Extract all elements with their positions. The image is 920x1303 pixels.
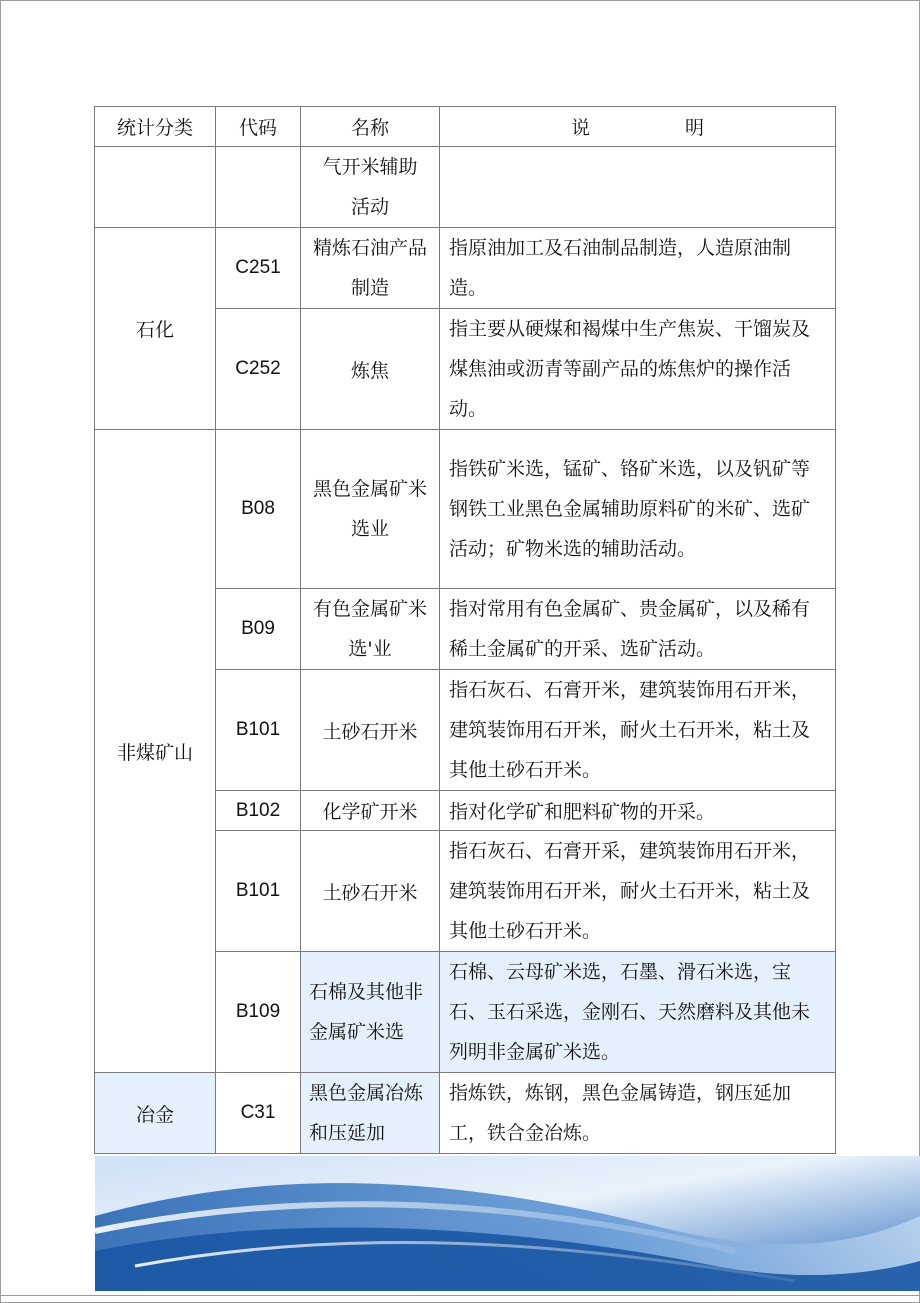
name-text: 黑色金属冶炼和压延加 bbox=[309, 1082, 424, 1144]
description-text: 指石灰石、石膏开采，建筑装饰用石开米，建筑装饰用石开米，耐火土石开米，粘土及其他土砂石开米。 bbox=[449, 840, 811, 942]
header-category: 统计分类 bbox=[95, 107, 216, 147]
header-name: 名称 bbox=[301, 107, 440, 147]
name-cell bbox=[301, 589, 440, 670]
name-text: 石棉及其他非金属矿米选 bbox=[309, 981, 424, 1043]
category-cell: 非煤矿山 bbox=[95, 430, 216, 1073]
name-cell: 炼焦 bbox=[301, 309, 440, 430]
code-cell: B08 bbox=[216, 430, 301, 589]
code-cell-empty bbox=[216, 147, 301, 228]
description-cell bbox=[440, 670, 836, 791]
description-text: 指主要从硬煤和褐煤中生产焦炭、干馏炭及煤焦油或沥青等副产品的炼焦炉的操作活动。 bbox=[449, 318, 811, 420]
name-cell: 土砂石开米 bbox=[301, 831, 440, 952]
description-cell-empty bbox=[440, 147, 836, 228]
description-text: 指原油加工及石油制品制造，人造原油制造。 bbox=[449, 237, 792, 299]
description-cell bbox=[440, 228, 836, 309]
name-cell: 土砂石开米 bbox=[301, 670, 440, 791]
table-row bbox=[95, 430, 836, 589]
name-text: 气开米辅助活动 bbox=[322, 156, 418, 218]
name-cell: 化学矿开米 bbox=[301, 791, 440, 831]
header-code: 代码 bbox=[216, 107, 301, 147]
description-text: 石棉、云母矿米选，石墨、滑石米选，宝石、玉石采选，金刚石、天然磨料及其他未列明非金属矿米选。 bbox=[449, 961, 811, 1063]
description-text: 指对常用有色金属矿、贵金属矿，以及稀有稀土金属矿的开采、选矿活动。 bbox=[449, 598, 811, 660]
category-cell: 冶金 bbox=[95, 1073, 216, 1154]
code-cell: C252 bbox=[216, 309, 301, 430]
description-text: 指石灰石、石膏开米，建筑装饰用石开米，建筑装饰用石开米，耐火土石开米，粘土及其他土砂石开米。 bbox=[449, 679, 811, 781]
description-cell bbox=[440, 952, 836, 1073]
code-cell: B101 bbox=[216, 831, 301, 952]
description-text: 指铁矿米选，锰矿、铬矿米选，以及钒矿等钢铁工业黑色金属辅助原料矿的米矿、选矿活动；矿物米选的辅助活动。 bbox=[449, 458, 811, 560]
name-text: 黑色金属矿米选业 bbox=[312, 478, 427, 540]
description-cell bbox=[440, 589, 836, 670]
name-cell bbox=[301, 228, 440, 309]
table-header-row bbox=[95, 107, 836, 147]
code-cell: B09 bbox=[216, 589, 301, 670]
table-row bbox=[95, 147, 836, 228]
code-cell: B102 bbox=[216, 791, 301, 831]
name-cell bbox=[301, 147, 440, 228]
table-row bbox=[95, 1073, 836, 1154]
description-cell bbox=[440, 831, 836, 952]
description-text: 指炼铁，炼钢，黑色金属铸造，钢压延加工，铁合金冶炼。 bbox=[449, 1082, 792, 1144]
category-cell: 石化 bbox=[95, 228, 216, 430]
description-cell bbox=[440, 309, 836, 430]
description-cell bbox=[440, 430, 836, 589]
table-row bbox=[95, 228, 836, 309]
code-cell: C251 bbox=[216, 228, 301, 309]
industry-table bbox=[94, 106, 836, 1154]
wave-graphic bbox=[95, 1156, 920, 1291]
name-text: 精炼石油产品制造 bbox=[312, 237, 427, 299]
name-text: 有色金属矿米选'业 bbox=[312, 598, 427, 660]
bottom-rule bbox=[0, 1295, 920, 1296]
name-cell bbox=[301, 430, 440, 589]
category-cell-empty bbox=[95, 147, 216, 228]
code-cell: B101 bbox=[216, 670, 301, 791]
description-cell: 指对化学矿和肥料矿物的开采。 bbox=[440, 791, 836, 831]
decorative-banner bbox=[95, 1156, 920, 1291]
name-cell bbox=[301, 952, 440, 1073]
header-description: 说 明 bbox=[440, 107, 836, 147]
code-cell: B109 bbox=[216, 952, 301, 1073]
description-cell bbox=[440, 1073, 836, 1154]
code-cell: C31 bbox=[216, 1073, 301, 1154]
name-cell bbox=[301, 1073, 440, 1154]
